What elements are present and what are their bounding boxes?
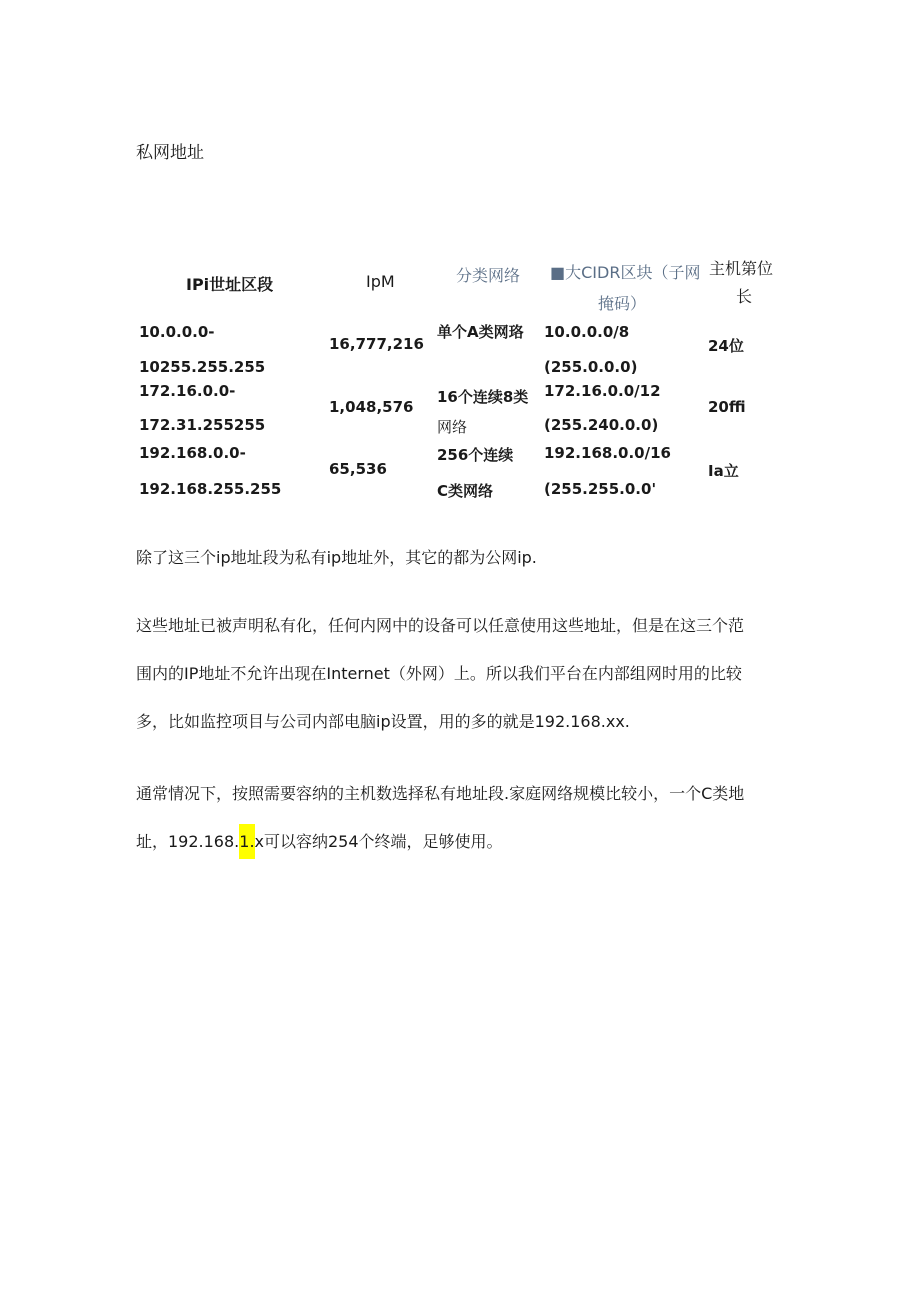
row2-cidr: 172.16.0.0/12 (544, 382, 661, 400)
paragraph-usage-line2 (136, 829, 503, 852)
row1-hostbits: 24位 (708, 337, 744, 355)
paragraph-private-line3: 多，比如监控项目与公司内部电脑ip设置，用的多的就是192.168.xx. (136, 712, 630, 731)
header-hostbits-line2: 长 (736, 287, 753, 306)
row1-cidr: 10.0.0.0/8 (544, 323, 630, 341)
row3-range-end: 192.168.255.255 (139, 480, 282, 498)
row3-hostbits: Ia立 (708, 462, 739, 480)
row1-classful: 单个A类网珞 (437, 323, 524, 341)
row2-hostbits: 20ffi (708, 398, 746, 416)
paragraph-usage-line1: 通常情况下，按照需要容纳的主机数选择私有地址段.家庭网络规模比较小，一个C类地 (136, 784, 745, 803)
header-hostbits-line1: 主机第位 (709, 259, 774, 278)
row2-range-start: 172.16.0.0- (139, 382, 236, 400)
paragraph-public-ip: 除了这三个ip地址段为私有ip地址外，其它的都为公网ip. (136, 548, 537, 567)
row1-range-end: 10255.255.255 (139, 358, 266, 376)
paragraph-private-line2: 围内的IP地址不允许出现在Internet（外网）上。所以我们平台在内部组网时用的比较 (136, 664, 742, 683)
row3-cidr: 192.168.0.0/16 (544, 444, 671, 462)
paragraph-private-line1: 这些地址已被声明私有化，任何内网中的设备可以任意使用这些地址，但是在这三个范 (136, 616, 745, 635)
header-cidr-line1: ■大CIDR区块（子网 (550, 263, 701, 282)
row3-classful-line2: C类网络 (437, 482, 494, 500)
header-classful: 分类网络 (456, 266, 521, 285)
header-ip-range: IPi世址区段 (186, 275, 274, 294)
row1-count: 16,777,216 (329, 335, 424, 353)
usage-text-start: 址，192.168. (136, 832, 240, 851)
row3-mask: (255.255.0.0' (544, 480, 657, 498)
header-ip-count: IpM (366, 272, 395, 291)
row2-classful-line2: 网络 (437, 418, 468, 436)
row2-mask: (255.240.0.0) (544, 416, 659, 434)
row2-classful-line1: 16个连续8类 (437, 388, 529, 406)
row3-classful-line1: 256个连续 (437, 446, 514, 464)
row3-range-start: 192.168.0.0- (139, 444, 246, 462)
usage-text-end: x可以容纳254个终端，足够使用。 (254, 832, 503, 851)
row1-mask: (255.0.0.0) (544, 358, 638, 376)
row2-range-end: 172.31.255255 (139, 416, 266, 434)
header-cidr-line2: 掩码） (598, 294, 647, 313)
highlighted-text: 1. (239, 824, 254, 859)
row1-range-start: 10.0.0.0- (139, 323, 215, 341)
page-title: 私网地址 (136, 143, 204, 163)
row3-count: 65,536 (329, 460, 387, 478)
row2-count: 1,048,576 (329, 398, 414, 416)
